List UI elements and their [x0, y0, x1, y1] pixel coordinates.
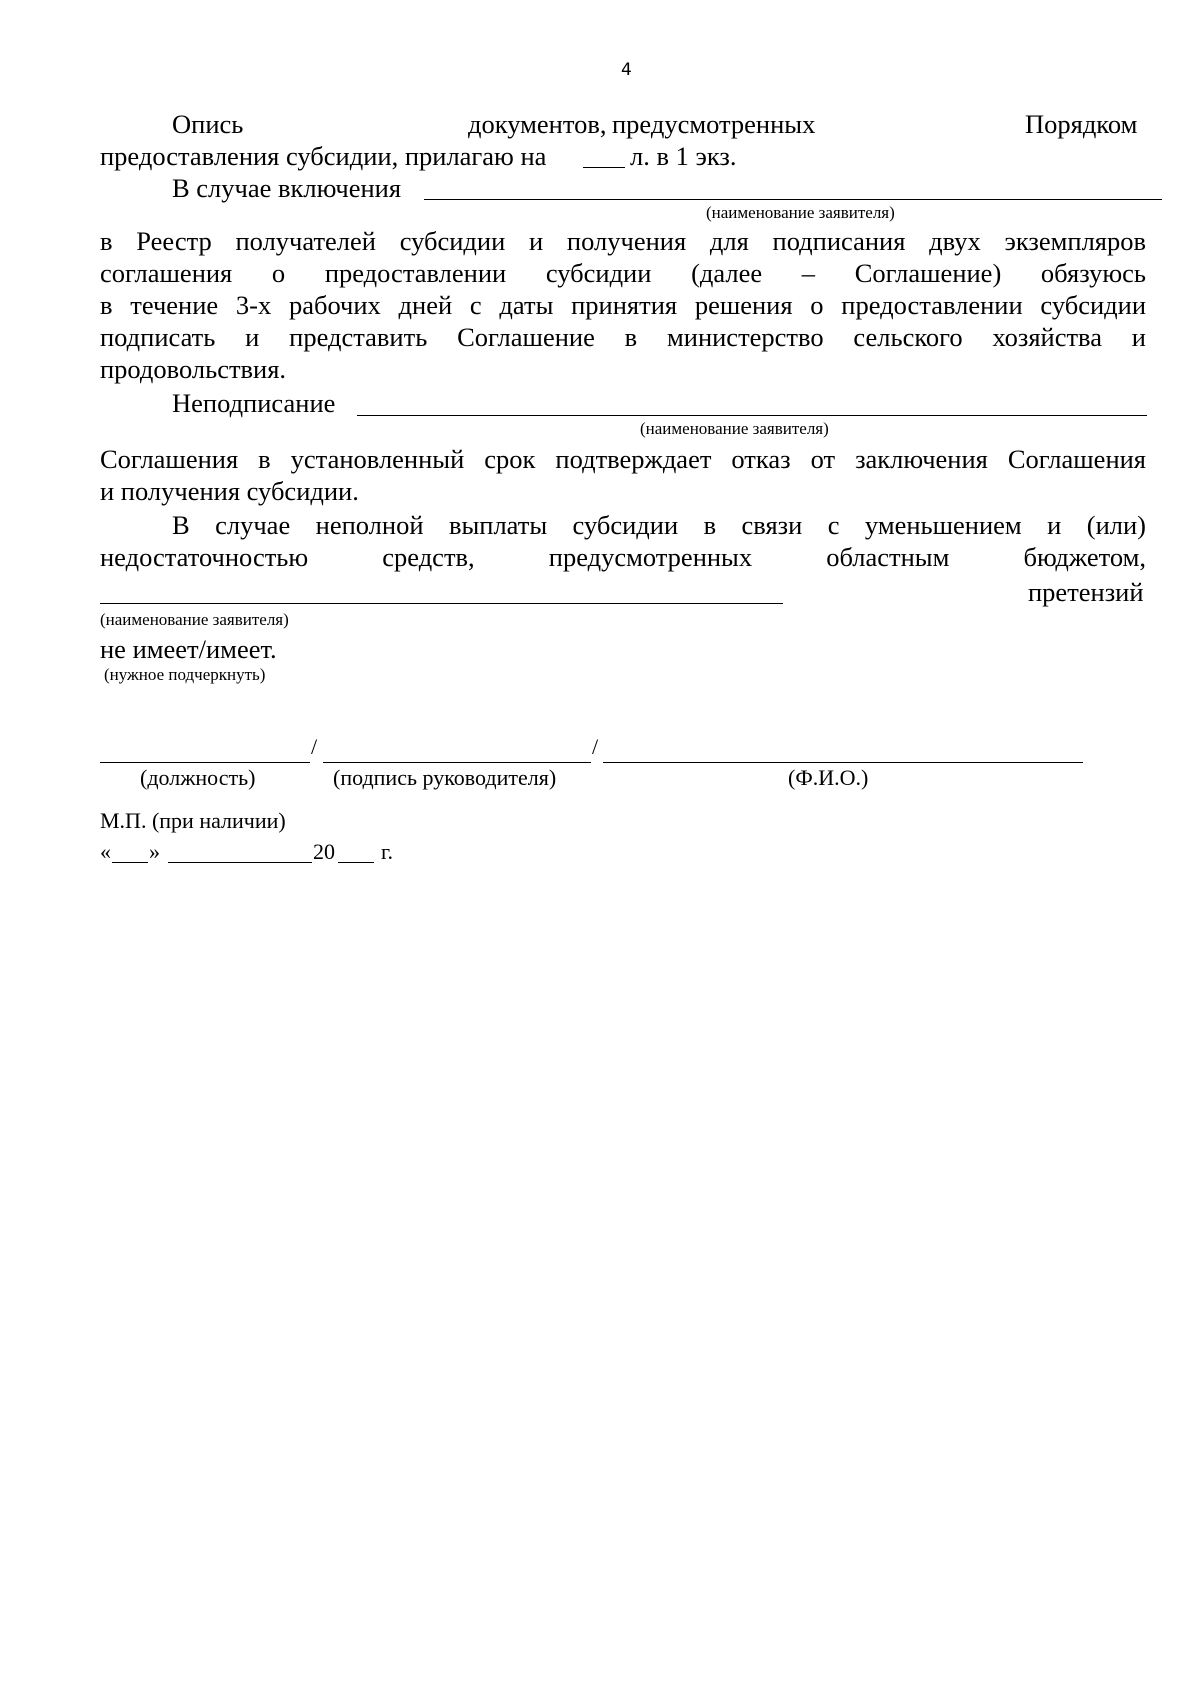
full-name-label: (Ф.И.О.): [788, 765, 869, 790]
para2-line-3: в течение 3-х рабочих дней с даты принятия решения о предоставлении субсидии: [100, 290, 1146, 320]
date-year-prefix: 20: [313, 839, 335, 864]
para2-lead: В случае включения: [172, 173, 402, 203]
date-day-blank: [112, 862, 148, 863]
applicant-name-hint-2: (наименование заявителя): [640, 419, 829, 438]
para3-line-1: Соглашения в установленный срок подтверждает отказ от заключения Соглашения: [100, 444, 1146, 474]
para2-line-4: подписать и представить Соглашение в министерство сельского хозяйства и: [100, 322, 1146, 352]
date-year-blank: [338, 862, 374, 863]
para1-word-3: предусмотренных: [612, 109, 816, 139]
para3-lead: Неподписание: [172, 388, 336, 418]
para1-line2-suffix: л. в 1 экз.: [630, 141, 737, 171]
date-month-blank: [168, 862, 312, 863]
signature-separator-1: /: [311, 734, 318, 759]
applicant-name-hint-1: (наименование заявителя): [706, 203, 895, 222]
sheets-count-blank: [583, 167, 625, 168]
para4-line-1: В случае неполной выплаты субсидии в связи с уменьшением и (или): [172, 510, 1146, 540]
para4-conclusion-hint: (нужное подчеркнуть): [104, 665, 266, 684]
full-name-blank: [603, 762, 1083, 763]
position-label: (должность): [140, 765, 256, 790]
date-close-quote: »: [149, 839, 160, 864]
applicant-name-blank-2: [357, 415, 1147, 416]
page-number: 4: [621, 60, 632, 80]
para4-conclusion: не имеет/имеет.: [100, 634, 277, 664]
date-open-quote: «: [100, 839, 111, 864]
applicant-name-blank-1: [424, 199, 1162, 200]
para4-trail-word: претензий: [1028, 577, 1144, 607]
stamp-note: М.П. (при наличии): [100, 808, 286, 833]
date-year-suffix: г.: [381, 839, 394, 864]
para4-line-2: недостаточностью средств, предусмотренных областным бюджетом,: [100, 542, 1146, 572]
para2-line-2: соглашения о предоставлении субсидии (далее – Соглашение) обязуюсь: [100, 258, 1146, 288]
para1-word-2: документов,: [468, 109, 607, 139]
para2-line-1: в Реестр получателей субсидии и получения для подписания двух экземпляров: [100, 226, 1146, 256]
applicant-name-hint-3: (наименование заявителя): [100, 610, 289, 629]
para2-line-5: продовольствия.: [100, 354, 287, 384]
position-blank: [100, 762, 310, 763]
signature-blank: [323, 762, 591, 763]
para1-word-4: Порядком: [1025, 109, 1138, 139]
signature-separator-2: /: [592, 734, 599, 759]
signature-label: (подпись руководителя): [333, 765, 557, 790]
para1-word-1: Опись: [172, 109, 244, 139]
para1-line2-prefix: предоставления субсидии, прилагаю на: [100, 141, 547, 171]
applicant-name-blank-3: [100, 603, 783, 604]
para3-line-2: и получения субсидии.: [100, 476, 359, 506]
